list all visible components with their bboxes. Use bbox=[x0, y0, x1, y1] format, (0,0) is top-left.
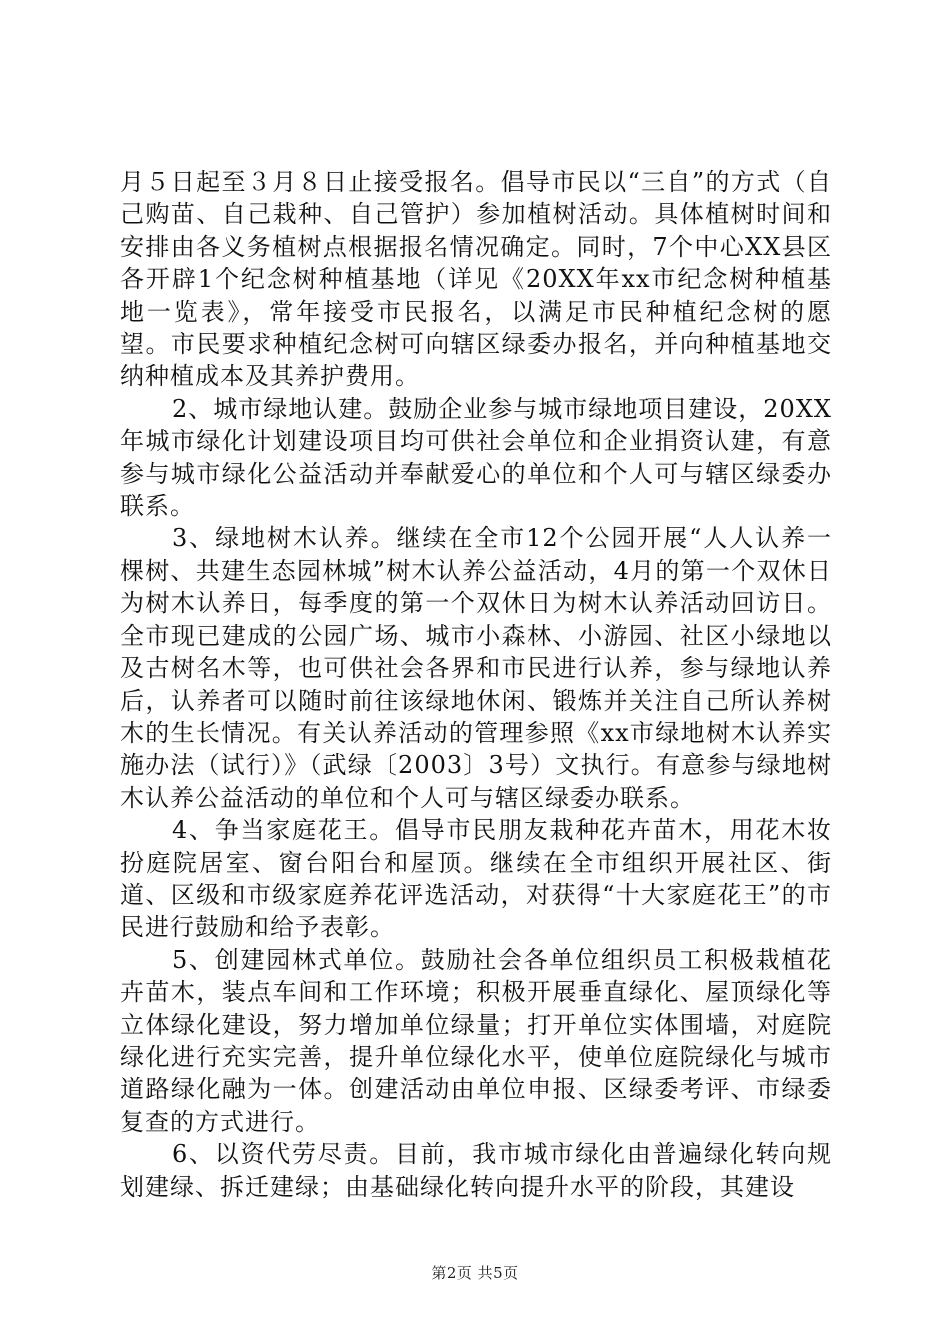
paragraph-green-land-adoption-build: 2、城市绿地认建。鼓励企业参与城市绿地项目建设，20XX年城市绿化计划建设项目均可供社会单位和企业捐资认建，有意参与城市绿化公益活动并奉献爱心的单位和个人可与辖区绿委办联系。 bbox=[120, 394, 832, 521]
paragraph-funding-instead-of-labor: 6、以资代劳尽责。目前，我市城市绿化由普遍绿化转向规划建绿、拆迁建绿；由基础绿化转向提升水平的阶段，其建设 bbox=[120, 1140, 832, 1201]
paragraph-garden-unit: 5、创建园林式单位。鼓励社会各单位组织员工积极栽植花卉苗木，装点车间和工作环境；积极开展垂直绿化、屋顶绿化等立体绿化建设，努力增加单位绿量；打开单位实体围墙，对庭院绿化进行充实完善，提升单位绿化水平，使单位庭院绿化与城市道路绿化融为一体。创建活动由单位申报、区绿委考评、市绿委复查的方式进行。 bbox=[120, 945, 832, 1136]
paragraph-tree-adoption: 3、绿地树木认养。继续在全市12个公园开展“人人认养一棵树、共建生态园林城”树木认养公益活动，4月的第一个双休日为树木认养日，每季度的第一个双休日为树木认养活动回访日。全市现已建成的公园广场、城市小森林、小游园、社区小绿地以及古树名木等，也可供社会各界和市民进行认养，参与绿地认养后，认养者可以随时前往该绿地休闲、锻炼并关注自己所认养树木的生长情况。有关认养活动的管理参照《xx市绿地树木认养实施办法（试行）》（武绿〔2003〕3号）文执行。有意参与绿地树木认养公益活动的单位和个人可与辖区绿委办联系。 bbox=[120, 524, 832, 812]
paragraph-home-flower-king: 4、争当家庭花王。倡导市民朋友栽种花卉苗木，用花木妆扮庭院居室、窗台阳台和屋顶。继续在全市组织开展社区、街道、区级和市级家庭养花评选活动，对获得“十大家庭花王”的市民进行鼓励和给予表彰。 bbox=[120, 816, 832, 942]
paragraph-continuation: 月５日起至３月８日止接受报名。倡导市民以“三自”的方式（自己购苗、自己栽种、自己管护）参加植树活动。具体植树时间和安排由各义务植树点根据报名情况确定。同时，7个中心XX县区各开辟1个纪念树种植基地（详见《20XX年xx市纪念树种植基地一览表》，常年接受市民报名，以满足市民种植纪念树的愿望。市民要求种植纪念树可向辖区绿委办报名，并向种植基地交纳种植成本及其养护费用。 bbox=[120, 168, 832, 391]
document-body bbox=[120, 166, 832, 1203]
page-number-footer: 第2页 共5页 bbox=[431, 1264, 519, 1282]
